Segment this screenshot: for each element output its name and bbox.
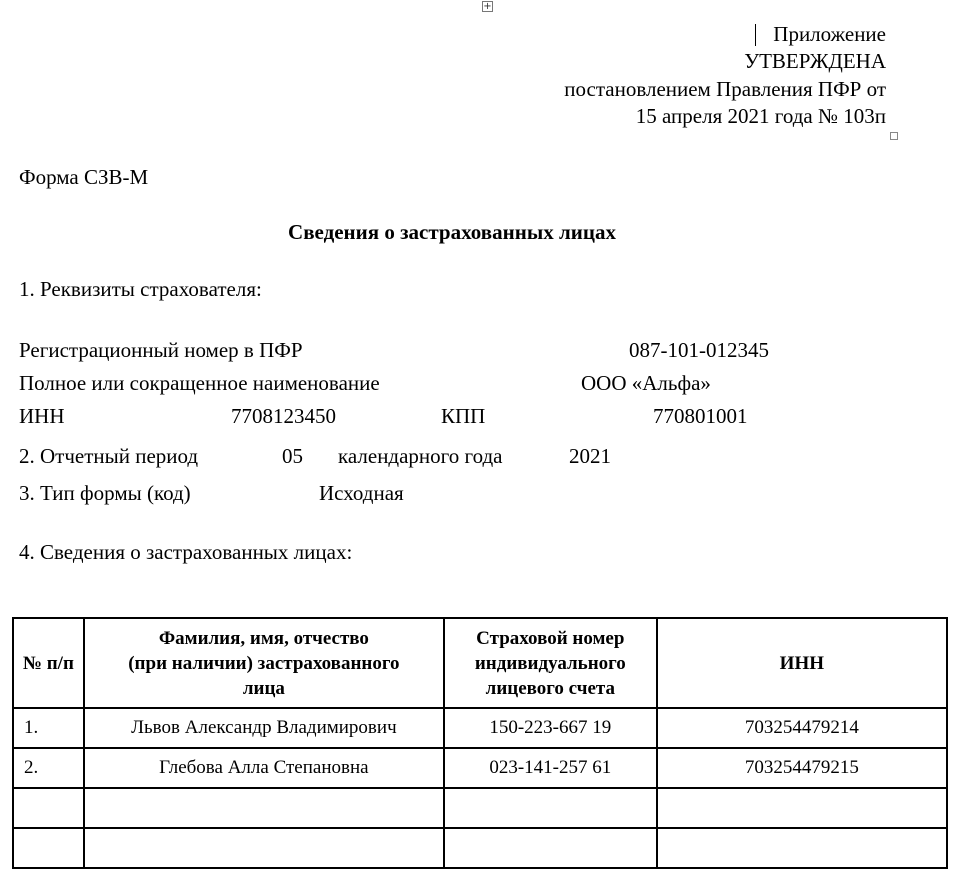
table-header-row [13, 618, 947, 708]
col-header-number: № п/п [13, 618, 84, 708]
cell-empty[interactable] [84, 788, 444, 828]
col-header-snils: Страховой номер индивидуального лицевого счета [444, 618, 657, 708]
cell-name[interactable]: Львов Александр Владимирович [84, 708, 444, 748]
section4-heading: 4. Сведения о застрахованных лицах: [19, 540, 353, 564]
cell-empty[interactable] [657, 788, 947, 828]
period-label: 2. Отчетный период [19, 444, 199, 468]
approval-line-2: УТВЕРЖДЕНА [744, 49, 886, 73]
table-resize-handle[interactable] [890, 132, 898, 140]
cell-snils[interactable]: 023-141-257 61 [444, 748, 657, 788]
cell-number[interactable]: 2. [13, 748, 84, 788]
cell-empty[interactable] [13, 828, 84, 868]
text-cursor [755, 24, 756, 46]
cell-empty[interactable] [13, 788, 84, 828]
section1-heading: 1. Реквизиты страхователя: [19, 277, 262, 301]
cell-empty[interactable] [444, 828, 657, 868]
insured-persons-table [12, 617, 948, 869]
document-title: Сведения о застрахованных лицах [288, 220, 616, 244]
reg-number-label: Регистрационный номер в ПФР [19, 338, 303, 362]
form-name: Форма СЗВ-М [19, 165, 149, 189]
cell-empty[interactable] [84, 828, 444, 868]
table-move-handle[interactable]: + [483, 1, 492, 12]
year-label: календарного года [338, 444, 503, 468]
approval-line-4: 15 апреля 2021 года № 103п [635, 104, 886, 128]
year-value: 2021 [569, 444, 611, 468]
table-row[interactable] [13, 708, 947, 748]
period-value: 05 [282, 444, 303, 468]
cell-number[interactable]: 1. [13, 708, 84, 748]
col-header-name: Фамилия, имя, отчество (при наличии) застрахованного лица [84, 618, 444, 708]
col-header-inn: ИНН [657, 618, 947, 708]
kpp-value: 770801001 [653, 404, 748, 428]
cell-empty[interactable] [657, 828, 947, 868]
table-row[interactable] [13, 748, 947, 788]
table-row-empty[interactable] [13, 788, 947, 828]
kpp-label: КПП [441, 404, 486, 428]
approval-line-1: Приложение [773, 22, 886, 46]
approval-line-3: постановлением Правления ПФР от [564, 77, 886, 101]
org-name-label: Полное или сокращенное наименование [19, 371, 380, 395]
cell-name[interactable]: Глебова Алла Степановна [84, 748, 444, 788]
cell-empty[interactable] [444, 788, 657, 828]
reg-number-value: 087-101-012345 [629, 338, 769, 362]
cell-inn[interactable]: 703254479214 [657, 708, 947, 748]
cell-inn[interactable]: 703254479215 [657, 748, 947, 788]
inn-label: ИНН [19, 404, 65, 428]
inn-value: 7708123450 [231, 404, 336, 428]
form-type-label: 3. Тип формы (код) [19, 481, 191, 505]
cell-snils[interactable]: 150-223-667 19 [444, 708, 657, 748]
form-type-value: Исходная [319, 481, 404, 505]
table-row-empty[interactable] [13, 828, 947, 868]
org-name-value: ООО «Альфа» [581, 371, 711, 395]
